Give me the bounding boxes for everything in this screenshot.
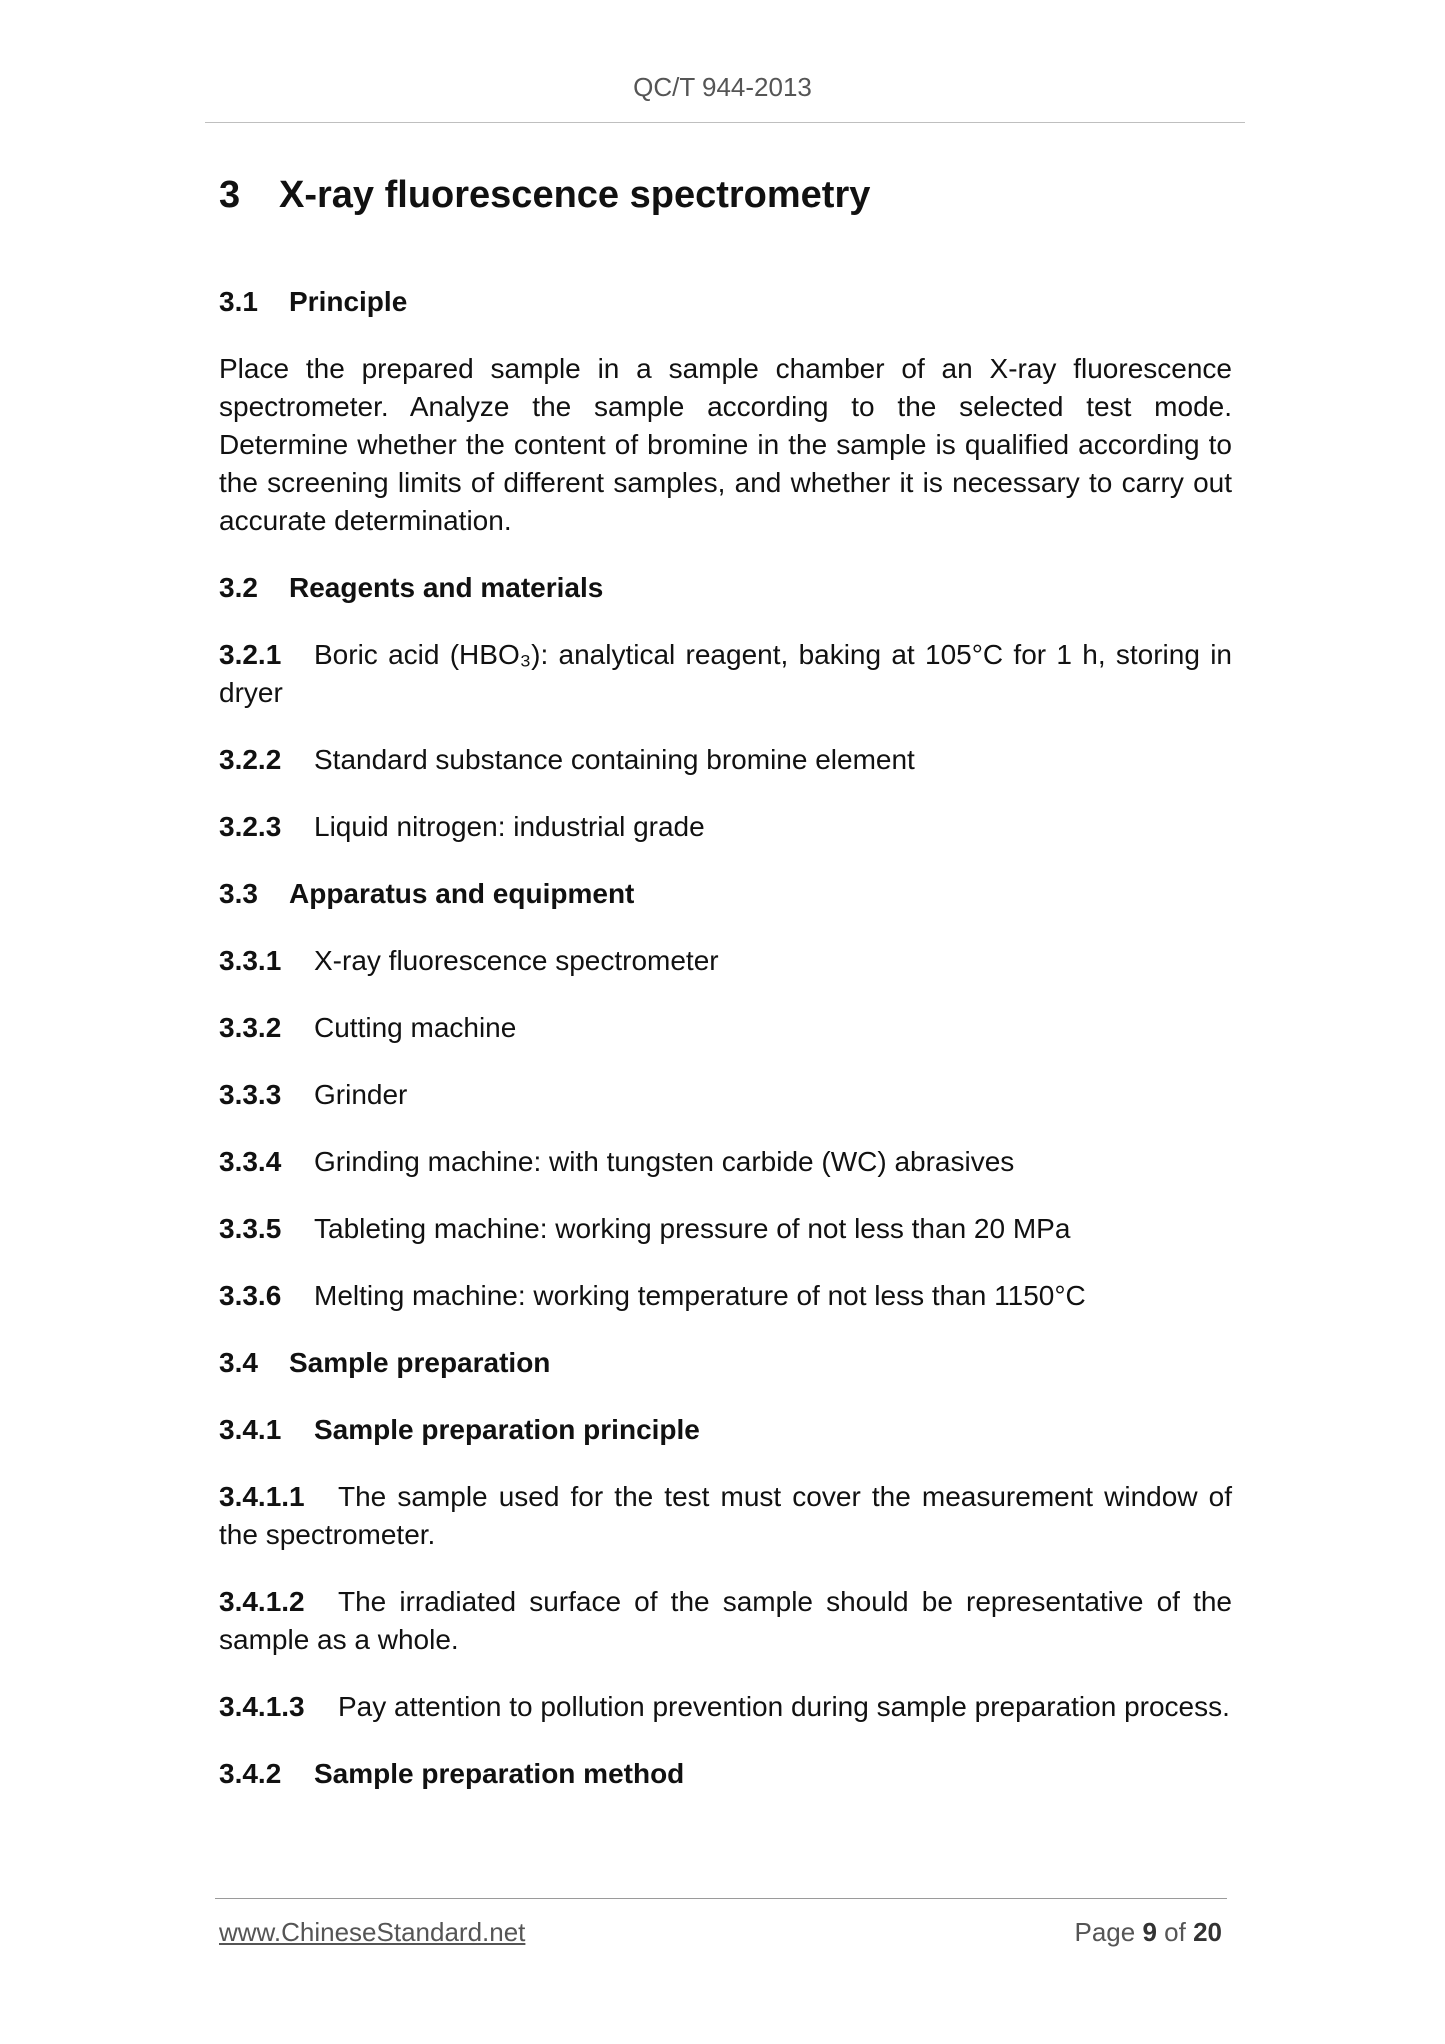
footer-divider bbox=[215, 1898, 1227, 1899]
clause-text: Boric acid (HBO₃): analytical reagent, baking at 105°C for 1 h, storing in dryer bbox=[219, 639, 1232, 708]
clause-text: Liquid nitrogen: industrial grade bbox=[314, 811, 705, 842]
website-link[interactable]: www.ChineseStandard.net bbox=[219, 1917, 526, 1947]
subsection-heading bbox=[219, 569, 1232, 607]
clause-item bbox=[219, 1076, 1232, 1114]
clause-text: Tableting machine: working pressure of not less than 20 MPa bbox=[314, 1213, 1071, 1244]
header-divider bbox=[205, 122, 1245, 123]
subsubsection-title: Sample preparation principle bbox=[314, 1414, 700, 1445]
clause-text: Pay attention to pollution prevention during sample preparation process. bbox=[338, 1691, 1230, 1722]
subsection-heading bbox=[219, 283, 1232, 321]
clause-text: Melting machine: working temperature of not less than 1150°C bbox=[314, 1280, 1086, 1311]
subsection-number: 3.2 bbox=[219, 572, 258, 603]
subsubsection-number: 3.4.2 bbox=[219, 1758, 282, 1789]
page-of-label: of bbox=[1164, 1917, 1186, 1947]
clause-number: 3.2.2 bbox=[219, 744, 282, 775]
page-total: 20 bbox=[1193, 1917, 1222, 1947]
clause-text: The irradiated surface of the sample should be representative of the sample as a whole. bbox=[219, 1586, 1232, 1655]
clause-text: Cutting machine bbox=[314, 1012, 517, 1043]
subsection-heading bbox=[219, 1344, 1232, 1382]
subsection-number: 3.3 bbox=[219, 878, 258, 909]
clause-item bbox=[219, 1688, 1232, 1726]
section-number: 3 bbox=[219, 174, 241, 216]
page-label: Page bbox=[1074, 1917, 1136, 1947]
clause-number: 3.3.6 bbox=[219, 1280, 282, 1311]
clause-number: 3.3.5 bbox=[219, 1213, 282, 1244]
paragraph: Place the prepared sample in a sample chamber of an X-ray fluorescence spectrometer. Analyze the sample according to the selected test mode. Determine whether the content of bromine in the sample is qualified according to the screening limits of different samples, and whether it is necessary to carry out accurate determination. bbox=[219, 353, 1232, 536]
clause-item bbox=[219, 1583, 1232, 1659]
clause-item bbox=[219, 1478, 1232, 1554]
clause-item bbox=[219, 1009, 1232, 1047]
clause-text: Grinding machine: with tungsten carbide (WC) abrasives bbox=[314, 1146, 1015, 1177]
clause-number: 3.2.3 bbox=[219, 811, 282, 842]
subsubsection-heading bbox=[219, 1755, 1232, 1793]
clause-number: 3.3.2 bbox=[219, 1012, 282, 1043]
subsection-title: Reagents and materials bbox=[289, 572, 604, 603]
clause-item bbox=[219, 1210, 1232, 1248]
subsection-title: Sample preparation bbox=[289, 1347, 551, 1378]
page-current: 9 bbox=[1142, 1917, 1157, 1947]
clause-number: 3.4.1.1 bbox=[219, 1481, 305, 1512]
clause-text: Standard substance containing bromine element bbox=[314, 744, 915, 775]
clause-text: X-ray fluorescence spectrometer bbox=[314, 945, 719, 976]
section-title: X-ray fluorescence spectrometry bbox=[279, 174, 871, 216]
clause-item bbox=[219, 741, 1232, 779]
subsubsection-title: Sample preparation method bbox=[314, 1758, 685, 1789]
clause-item bbox=[219, 1277, 1232, 1315]
clause-number: 3.3.3 bbox=[219, 1079, 282, 1110]
clause-item bbox=[219, 1143, 1232, 1181]
subsection-title: Principle bbox=[289, 286, 408, 317]
document-header: QC/T 944-2013 bbox=[633, 72, 812, 102]
section-heading bbox=[219, 165, 1232, 225]
subsection-number: 3.1 bbox=[219, 286, 258, 317]
clause-text: Grinder bbox=[314, 1079, 408, 1110]
subsection-heading bbox=[219, 875, 1232, 913]
clause-item bbox=[219, 808, 1232, 846]
subsubsection-number: 3.4.1 bbox=[219, 1414, 282, 1445]
clause-number: 3.4.1.2 bbox=[219, 1586, 305, 1617]
subsection-number: 3.4 bbox=[219, 1347, 258, 1378]
clause-number: 3.2.1 bbox=[219, 639, 282, 670]
clause-number: 3.4.1.3 bbox=[219, 1691, 305, 1722]
clause-text: The sample used for the test must cover the measurement window of the spectrometer. bbox=[219, 1481, 1232, 1550]
clause-number: 3.3.4 bbox=[219, 1146, 282, 1177]
clause-item bbox=[219, 942, 1232, 980]
subsection-title: Apparatus and equipment bbox=[289, 878, 635, 909]
subsubsection-heading bbox=[219, 1411, 1232, 1449]
clause-number: 3.3.1 bbox=[219, 945, 282, 976]
page-indicator bbox=[1074, 1917, 1222, 1948]
clause-item bbox=[219, 636, 1232, 712]
document-body bbox=[219, 165, 1232, 1822]
